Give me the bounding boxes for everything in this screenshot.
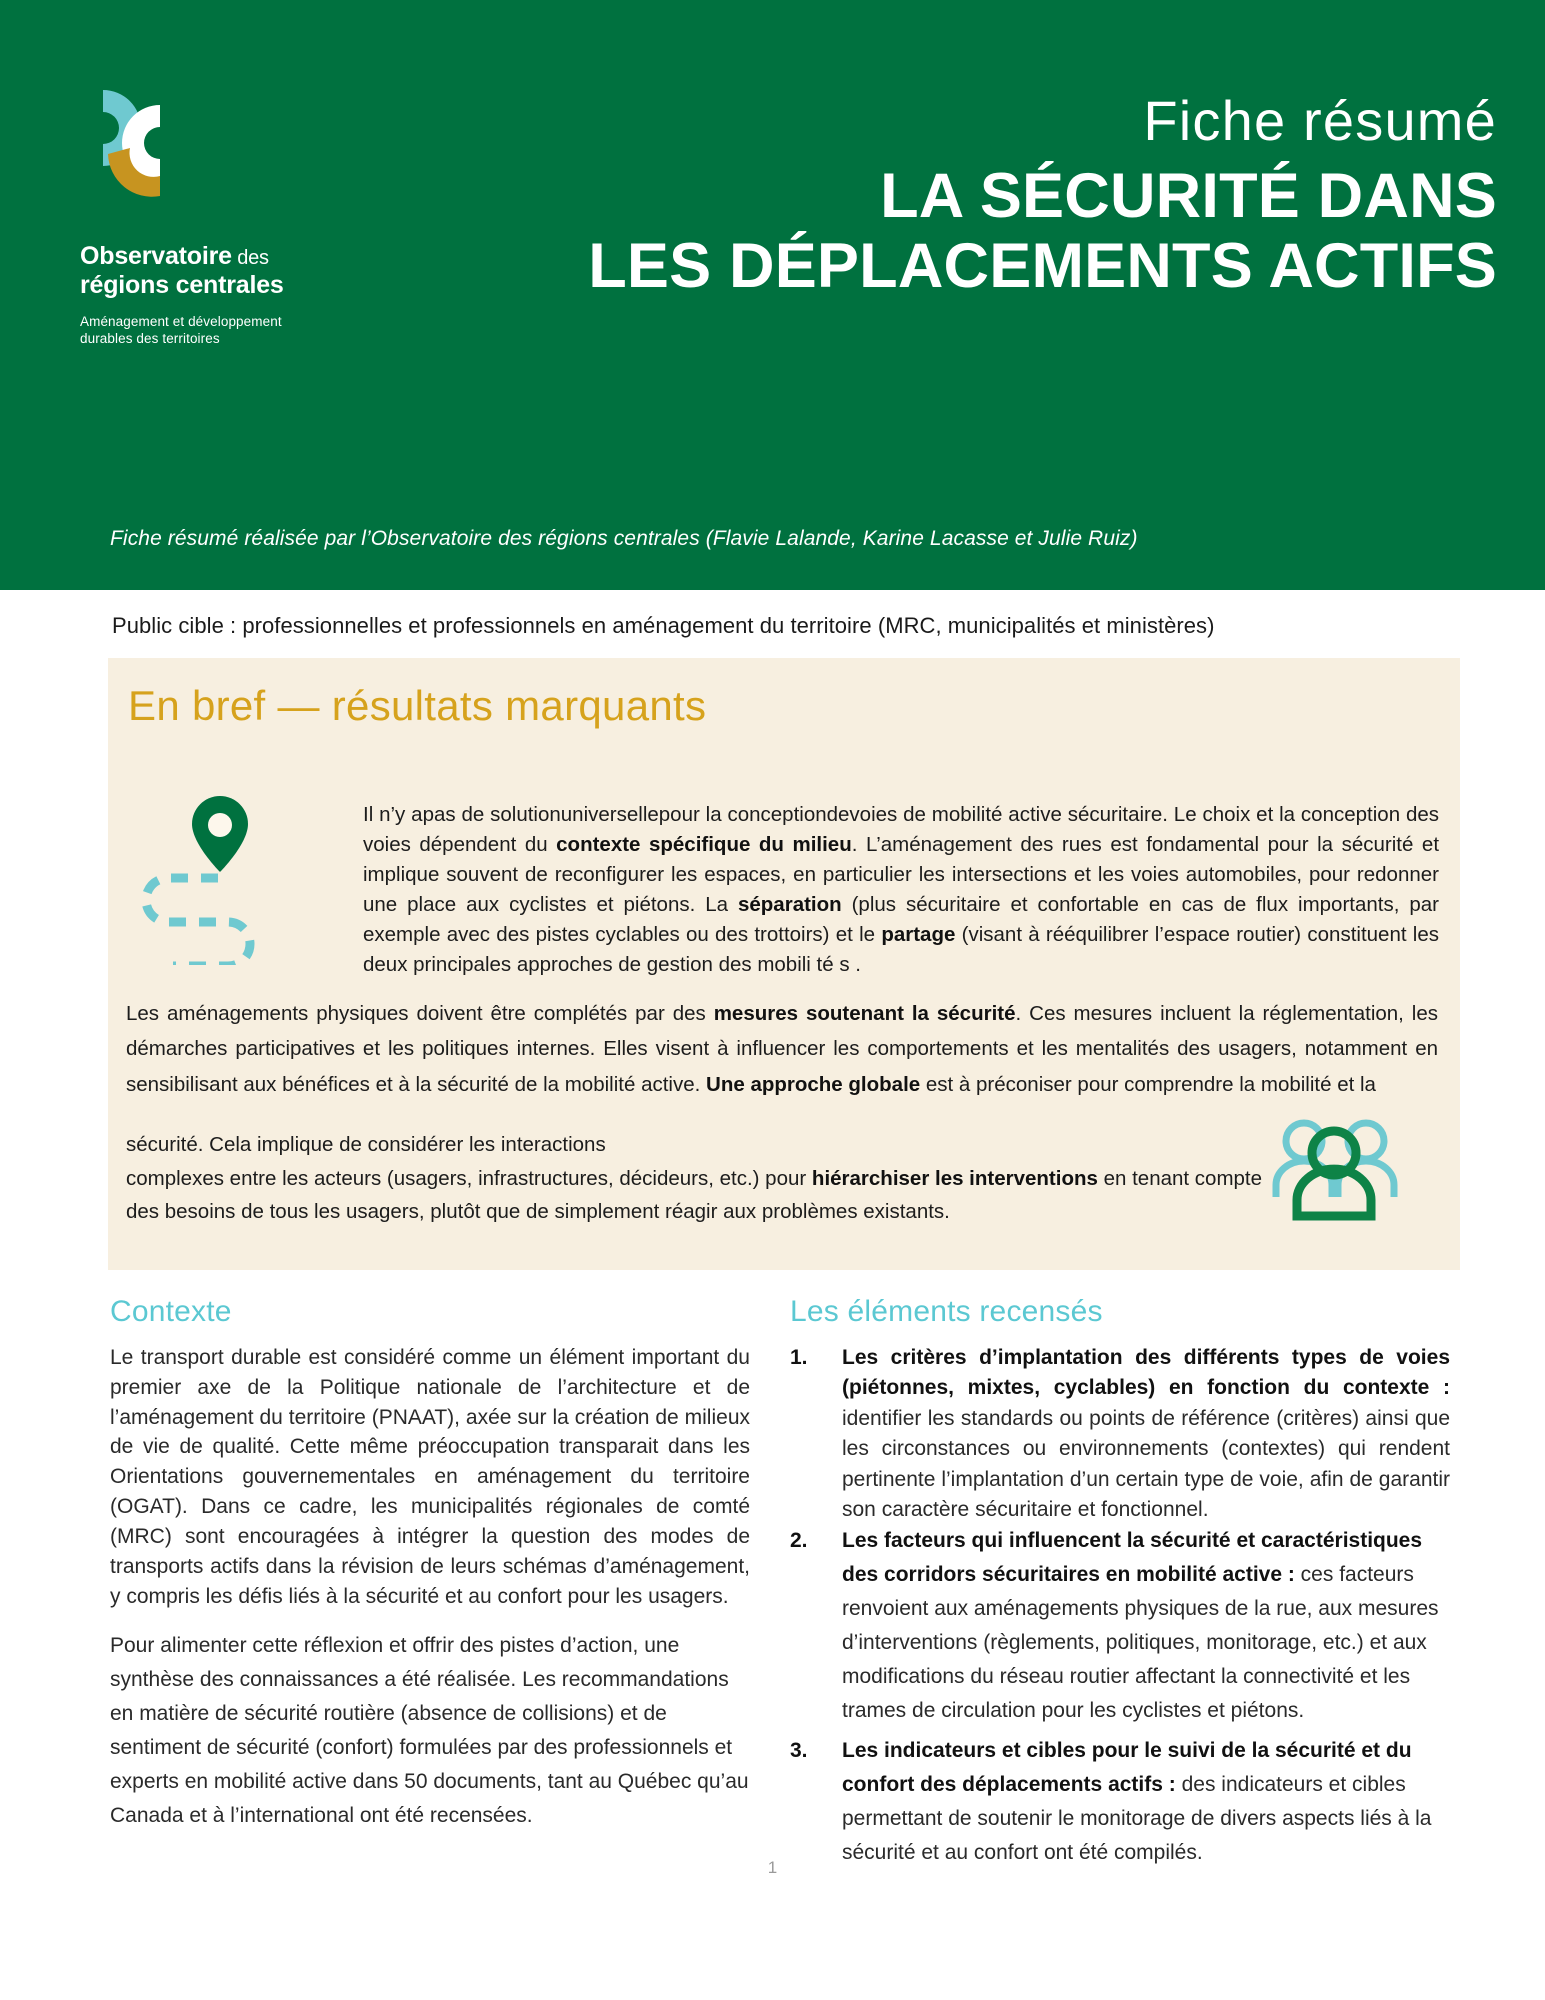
summary-highlights-box <box>108 658 1460 1270</box>
page-title-line2: LES DÉPLACEMENTS ACTIFS <box>588 231 1497 302</box>
summary-paragraph-3 <box>126 1128 1326 1229</box>
logo-name-light: des <box>231 247 269 269</box>
list-item-bold: Les facteurs qui influencent la sécurité et caractéristiques des corridors sécuritaires en mobilité active : <box>842 1528 1423 1586</box>
recensed-elements-column <box>790 1295 1450 1876</box>
summary-p3-line3: des besoins de tous les usagers, plutôt que de simplement réagir aux problèmes existants. <box>126 1200 950 1224</box>
list-item-number: 3. <box>790 1738 808 1762</box>
list-item <box>790 1343 1450 1526</box>
byline: Fiche résumé réalisée par l’Observatoire des régions centrales (Flavie Lalande, Karine Lacasse et Julie Ruiz) <box>110 527 1138 550</box>
context-heading: Contexte <box>110 1295 232 1328</box>
people-group-icon <box>1270 1113 1398 1231</box>
recensed-heading: Les éléments recensés <box>790 1295 1103 1328</box>
summary-p1-a: Il n’y apas de solutionuniversellepour la conceptiondevoies de mobilité active sécuritaire. Le choix et la conception des voies dépendent du <box>363 803 1439 856</box>
summary-p3-line1: sécurité. Cela implique de considérer les interactions <box>126 1133 606 1156</box>
summary-p3-l2c: en tenant compte <box>1097 1166 1263 1190</box>
summary-p1-bold-3: partage <box>881 922 956 946</box>
logo-tagline <box>80 313 340 349</box>
list-item-text: ces facteurs renvoient aux aménagements physiques de la rue, aux mesures d’interventions (règlements, politiques, monitorage, etc.) et aux modifications du réseau routier affectant la connectivité et les trames de circulation pour les cyclistes et piétons. <box>842 1562 1439 1722</box>
logo-wordmark <box>80 242 340 301</box>
summary-p2-e: est à préconiser pour comprendre la mobilité et la <box>920 1072 1376 1096</box>
recensed-list <box>790 1343 1450 1870</box>
summary-p2-c: . Ces mesures incluent la réglementation, les démarches participatives et les politiques internes. Elles visent à influencer les comportements et les mentalités des usagers, notamment en sensibilisant aux bénéfices et à la sécurité de la mobilité active. <box>126 1002 1439 1096</box>
document-kicker: Fiche résumé <box>1143 89 1497 152</box>
summary-p1-bold-1: contexte spécifique du milieu <box>556 832 852 856</box>
summary-paragraph-2 <box>126 996 1438 1102</box>
target-audience-line: Public cible : professionnelles et professionnels en aménagement du territoire (MRC, municipalités et ministères) <box>112 613 1215 638</box>
logo-name-bold2: régions centrales <box>80 271 284 300</box>
page-title <box>397 161 1497 302</box>
logo-tagline-line1: Aménagement et développement <box>80 313 282 329</box>
summary-paragraph-1 <box>363 800 1439 980</box>
orc-logo-mark-icon <box>86 88 196 200</box>
summary-p1-c: . L’aménagement des rues est fondamental pour la sécurité et implique souvent de reconfigurer les espaces, en particulier les intersections et les voies automobiles, pour redonner une place aux cyclistes et piétons. La <box>363 832 1440 916</box>
summary-p1-e: (plus sécuritaire et confortable en cas de flux importants, par exemple avec des pistes cyclables ou des trottoirs) et le <box>363 892 1439 946</box>
summary-p3-bold: hiérarchiser les interventions <box>811 1166 1098 1190</box>
summary-p3-l2a: complexes entre les acteurs (usagers, infrastructures, décideurs, etc.) pour <box>126 1166 812 1190</box>
list-item-text: identifier les standards ou points de référence (critères) ainsi que les circonstances ou environnements (contextes) qui rendent pertinente l’implantation d’un certain type de voie, afin de garantir son caractère sécuritaire et fonctionnel. <box>842 1406 1450 1522</box>
page-title-line1: LA SÉCURITÉ DANS <box>880 160 1497 231</box>
organization-logo <box>80 88 340 348</box>
list-item <box>790 1734 1450 1870</box>
summary-p2-bold-2: Une approche globale <box>706 1072 921 1096</box>
list-item-bold: Les indicateurs et cibles pour le suivi de la sécurité et du confort des déplacements actifs : <box>842 1738 1412 1796</box>
summary-p3-line2 <box>126 1162 1326 1196</box>
page-header <box>0 0 1545 590</box>
list-item-bold: Les critères d’implantation des différents types de voies (piétonnes, mixtes, cyclables) en fonction du contexte : <box>842 1346 1450 1400</box>
summary-heading: En bref — résultats marquants <box>128 682 707 729</box>
summary-p1-g: (visant à rééquilibrer l’espace routier) constituent les deux principales approches de gestion des mobili té s . <box>363 922 1439 976</box>
context-paragraph-1: Le transport durable est considéré comme un élément important du premier axe de la Politique nationale de l’architecture et de l’aménagement du territoire (PNAAT), axée sur la création de milieux de vie de qualité. Cette même préoccupation transparait dans les Orientations gouvernementales en aménagement du territoire (OGAT). Dans ce cadre, les municipalités régionales de comté (MRC) sont encouragées à intégrer la question des modes de transports actifs dans la révision de leurs schémas d’aménagement, y compris les défis liés à la sécurité et au confort pour les usagers. <box>110 1346 750 1608</box>
route-pin-icon <box>128 790 258 965</box>
list-item-text: des indicateurs et cibles permettant de soutenir le monitorage de divers aspects liés à la sécurité et au confort ont été compilés. <box>842 1772 1432 1864</box>
list-item-number: 1. <box>790 1346 808 1369</box>
header-titles <box>397 89 1497 302</box>
logo-name-bold: Observatoire <box>80 242 232 270</box>
list-item <box>790 1524 1450 1728</box>
summary-p2-a: Les aménagements physiques doivent être complétés par des <box>126 1002 714 1025</box>
context-paragraph-2: Pour alimenter cette réflexion et offrir des pistes d’action, une synthèse des connaissances a été réalisée. Les recommandations en matière de sécurité routière (absence de collisions) et de sentiment de sécurité (confort) formulées par des professionnels et experts en mobilité active dans 50 documents, tant au Québec qu’au Canada et à l’international ont été recensées. <box>110 1634 749 1828</box>
summary-p1-bold-2: séparation <box>737 892 842 916</box>
logo-tagline-line2: durables des territoires <box>80 331 220 347</box>
page-number: 1 <box>767 1858 778 1877</box>
list-item-number: 2. <box>790 1528 808 1552</box>
context-column <box>110 1295 750 1851</box>
summary-p2-bold-1: mesures soutenant la sécurité <box>713 1002 1016 1025</box>
